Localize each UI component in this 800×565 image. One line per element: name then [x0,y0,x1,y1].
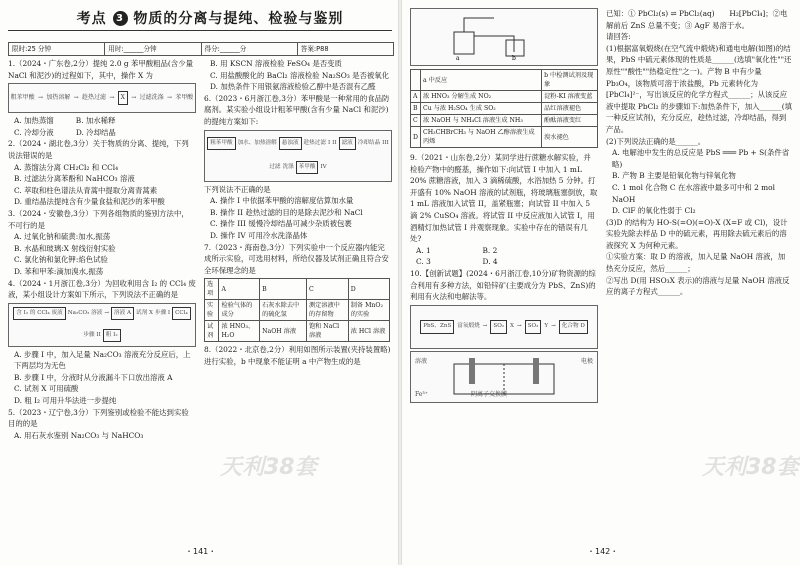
left-column-2 [204,58,392,368]
right-page [402,0,800,565]
option: A. 1 B. 2 [416,245,498,255]
title-number-badge: 3 [113,11,128,26]
apparatus-icon [444,12,564,62]
table-cell: B [260,279,307,300]
table-cell: C [306,279,348,300]
flow-node: 化合物 D [559,320,588,334]
table-cell: 浓 HNO₃、H₂O [219,321,260,342]
option: B. 步骤 I 中，分液时从分液漏斗下口放出溶液 A [14,372,173,382]
subquestion-3-1: ①实验方案：取 D 的溶液，加入足量 NaOH 溶液，加热充分反应，然后______； [606,252,786,274]
table-cell: D [411,127,421,148]
table-cell: CH₃CHBrCH₃ 与 NaOH 乙醇溶液生成丙烯 [420,127,541,148]
option: C. 用盐酸酸化的 BaCl₂ 溶液检验 Na₂SO₃ 是否被氧化 [210,70,390,80]
table-row [205,279,390,300]
question-4: 4.（2024・1月浙江卷,3分）为回收利用含 I₂ 的 CCl₄ 废液，某小组设计方案如下所示，下列说法不正确的是 [8,278,196,300]
table-row [205,321,390,342]
option: C. 冷却分液 D. 冷却结晶 [14,127,116,137]
flow-node: 步骤 I [154,309,171,316]
flow-node: 粗 I₂ [103,329,121,343]
option: B. 过滤法分离苯酚和 NaHCO₃ 溶液 [14,174,135,184]
flow-node: 步骤 II [83,331,101,338]
subquestion-2: (2)下列说法正确的是______。 [606,136,706,146]
flow-node: 过滤洗涤 [139,94,164,102]
flow-node: 粗苯甲酸 [10,94,35,102]
table-cell: B [411,103,421,115]
question-6: 6.（2023・6月浙江卷,3分）苯甲酸是一种常用的食品防腐剂。某实验小组设计粗苯甲酸(含有少量 NaCl 和泥沙)的提纯方案如下: [204,93,390,126]
option: C. 3 D. 4 [416,257,498,267]
flow-node: 趁热过滤 [82,94,107,102]
flow-step: II [332,139,337,146]
table-cell: 选项 [205,279,219,300]
page-title [60,8,360,28]
time-limit: 限时:25 分钟 [9,43,105,55]
right-column-2 [606,8,792,298]
option: B. 用 KSCN 溶液检验 FeSO₄ 是否变质 [210,59,342,68]
flow-node: X [510,322,515,329]
option: C. 氯化钠和氯化钾:焰色试验 [14,255,108,265]
question-7: 7.（2023・海南卷,3分）下列实验中一个反应器内能完成所示实验，可选用材料，所给仪器及试剂正确且符合安全环保理念的是 [204,242,389,275]
page-number: ・142・ [587,547,619,556]
table-row [411,70,598,91]
option: B. 产物 B 主要是铅氧化物与锌氧化物 [612,171,736,181]
flow-node: Na₂CO₃ 溶液 [67,309,103,316]
flow-node: 含 I₂ 的 CCl₄ 废液 [13,307,66,321]
option: C. 操作 III 缓慢冷却结晶可减少杂质被包裹 [210,219,352,229]
flow-node: SO₂ [490,320,507,334]
option: D. 苯和甲苯:滴加溴水,振荡 [14,266,104,276]
question-2: 2.（2024・湖北卷,3分）关于物质的分离、提纯，下列说法错误的是 [8,139,189,160]
table-cell: 制备 MnO₂ 的实验 [348,300,389,321]
table-cell: 溴水褪色 [542,127,598,148]
score: 得分:______分 [202,43,298,55]
table-cell: NaOH 溶液 [260,321,307,342]
info-bar [8,42,394,56]
table-cell: 试剂 [205,321,219,342]
flow-node: 试剂 X [136,309,153,316]
title-main: 物质的分离与提纯、检验与鉴别 [133,11,344,27]
flow-node-x: X [118,91,128,105]
electrolysis-label-membrane: 阴离子交换膜 [471,391,508,399]
option: B. 水晶和玻璃:X 射线衍射实验 [14,243,116,253]
flow-node: 洗涤 [282,163,294,170]
svg-text:b: b [512,55,516,62]
table-cell: 测定溶液中的存留物 [306,300,348,321]
flow-diagram-q1: 粗苯甲酸 → 加热溶解 → 趁热过滤 → X → 过滤洗涤 → 苯甲酸 [8,83,196,113]
subquestion-3: (3)D 的结构为 HO-S(=O)(=O)-X (X=F 或 Cl)，设计实验先除去样品 D 中的硫元素，再用除去硫元素后的溶液探究 X 为何种元素。 [606,217,788,250]
table-cell: 浓 HNO₃ 分解生成 NO₂ [420,91,541,103]
flow-node: PbS、ZnS [420,320,454,334]
table-cell: A [411,91,421,103]
subquestion-1: (1)根据富氧煅烧(在空气流中煅烧)和通电电解(如图)的结果，PbS 中硫元素体现的性质是______(选填"氧化性""还原性""酸性""热稳定性"之一)。产物 B 中有少量 Pb₃O₄，该物质可溶于浓盐酸，Pb 元素转化为[PbCl₄]²⁻，写出该反应的化学方程式______；从该反应液中提取 PbCl₂ 的步骤如下:加热条件下，加入______(填一种反应试剂)，充分反应，趁热过滤，冷却结晶，得到产品。 [606,43,792,134]
time-used: 用时:______分钟 [105,43,201,55]
flow-step: I [327,139,331,146]
option: A. 电解池中发生的总反应是 PbS ═══ Pb + S(条件省略) [612,148,790,169]
flow-diagram-q6 [204,130,392,182]
given-info: 已知：① PbCl₂(s) ⇌ PbCl₂(aq) H₂[PbCl₄]；②电解前后 ZnS 总量不变；③ AgF 易溶于水。 [606,9,788,30]
flow-node: 滤液 [339,137,356,151]
option: A. 用石灰水鉴别 Na₂CO₃ 与 NaHCO₃ [14,430,144,440]
electrolysis-label-solution: 溶液 [415,357,428,365]
flow-node: 过滤 [269,163,281,170]
question-3: 3.（2024・安徽卷,3分）下列各组物质的鉴别方法中，不可行的是 [8,208,189,230]
right-column-1 [410,8,598,405]
table-cell: 饱和 NaCl 溶液 [306,321,348,342]
table-header: b 中检测试剂及现象 [542,70,598,91]
table-cell: 石灰水除去中的硫化氢 [260,300,307,321]
electrolysis-diagram [410,351,598,403]
question-9: 9.（2021・山东卷,2分）某同学进行蔗糖水解实验，并检验产物中的醛基，操作如下:向试管 I 中加入 1 mL 20% 蔗糖溶液，加入 3 滴稀硫酸，水浴加热 5 分钟。打开盛有 10% NaOH 溶液的试剂瓶，将玻璃瓶塞倒放，取 1 mL 溶液加入试管 II，盖紧瓶塞；向试管 II 中加入 5 滴 2% CuSO₄ 溶液。将试管 II 中反应液加入试管 I，用酒精灯加热试管 I 并观察现象。实验中存在的错误有几处? [410,153,598,244]
option: C. 1 mol 化合物 C 在水溶液中最多可中和 2 mol NaOH [612,182,775,204]
table-q8 [410,69,598,148]
question-8: 8.（2022・北京卷,2分）利用如图所示装置(夹持装置略)进行实验，b 中现象不能证明 a 中产物生成的是 [204,345,391,366]
flow-node: 粗苯甲酸 [207,137,235,151]
table-cell: A [219,279,260,300]
watermark-logo: 天利38套 [220,455,317,480]
option: D. ClF 的氧化性弱于 Cl₂ [612,206,696,216]
table-cell: 淀粉-KI 溶液变蓝 [542,91,598,103]
electrolysis-label-electrode: 电极 [580,357,593,365]
table-row [411,127,598,148]
watermark-logo: 天利38套 [702,455,799,480]
flow-node: 加水、加热溶解 [237,139,277,146]
table-row [205,300,390,321]
option: C. 萃取和柱色谱法从青蒿中提取分离青蒿素 [14,185,158,195]
flow-node: CCl₄ [172,307,191,321]
title-rule [8,30,392,31]
table-cell: 实验 [205,300,219,321]
option: D. 粗 I₂ 可用升华法进一步提纯 [14,396,117,406]
table-cell: 浓 HCl 溶液 [348,321,389,342]
option: D. 加热条件下用银氨溶液检验乙醇中是否混有乙醛 [210,82,376,92]
table-cell: 酚酞溶液变红 [542,115,598,127]
question-6-stem: 下列说法不正确的是 [204,184,271,194]
flow-node: 悬浊液 [279,137,302,151]
table-cell: D [348,279,389,300]
option: D. 重结晶法提纯含有少量食盐和泥沙的苯甲酸 [14,197,165,207]
flow-diagram-q10: PbS、ZnS 富氧煅烧 → SO₂ X → SO₃ Y → 化合物 D [410,305,598,349]
question-10: 10.【创新试题】(2024・6月浙江卷,10分)矿物资源的综合利用有多种方法，如铅锌矿(主要成分为 PbS、ZnS)的利用有火法和电解法等。 [410,268,596,302]
electrolysis-label-ion: Fe³⁺ [415,391,428,399]
table-row [411,103,598,115]
table-cell: C [411,115,421,127]
flow-diagram-q4: 含 I₂ 的 CCl₄ 废液 Na₂CO₃ 溶液 → 溶液 A 试剂 X 步骤 I CCl₄ 步骤 II 粗 I₂ [8,303,196,347]
table-cell: 检验气体的成分 [219,300,260,321]
table-cell: Cu 与浓 H₂SO₄ 生成 SO₂ [420,103,541,115]
svg-text:a: a [456,55,460,62]
option: A. 过氧化钠和硫黄:加水,振荡 [14,232,111,242]
apparatus-diagram-q8 [410,8,598,66]
table-cell: 品红溶液褪色 [542,103,598,115]
table-row [411,91,598,103]
table-header: a 中反应 [420,70,541,91]
question-5: 5.（2023・辽宁卷,3分）下列鉴别或检验不能达到实验目的的是 [8,407,189,429]
flow-node: 富氧煅烧 [457,322,480,329]
option: D. 操作 IV 可用冷水洗涤晶体 [210,230,308,240]
table-q7 [204,278,390,342]
option: A. 操作 I 中依据苯甲酸的溶解度估算加水量 [210,196,354,206]
option: C. 试剂 X 可用硫酸 [14,384,79,394]
option: A. 步骤 I 中，加入足量 Na₂CO₃ 溶液充分反应后，上下两层均为无色 [14,349,191,371]
left-column-1 [8,58,196,441]
flow-node: 冷却结晶 [357,139,381,146]
left-page [0,0,398,565]
flow-node: SO₃ [525,320,542,334]
table-cell: 浓 NaOH 与 NH₄Cl 溶液生成 NH₃ [420,115,541,127]
flow-node: 趁热过滤 [303,139,326,146]
flow-node: 加热溶解 [46,94,71,102]
question-1: 1.（2024・广东卷,2分）提纯 2.0 g 苯甲酸粗品(含少量 NaCl 和泥沙)的过程如下，其中，操作 X 为 [8,59,193,80]
flow-node: Y [544,322,549,329]
option: A. 加热蒸馏 B. 加水稀释 [14,116,116,126]
table-row [411,115,598,127]
answer-page: 答案:P88 [300,45,329,53]
page-number: ・141・ [185,547,217,556]
subquestion-3-2: ②写出 D(用 HSO₃X 表示)的溶液与足量 NaOH 溶液反应的离子方程式______。 [606,275,790,297]
please-answer: 请回答: [606,32,631,42]
flow-step: IV [320,163,327,170]
flow-step: III [382,139,389,146]
flow-node: 苯甲酸 [175,94,194,102]
title-prefix: 考点 [76,11,107,27]
option: A. 蒸馏法分离 CH₂Cl₂ 和 CCl₄ [14,162,119,172]
flow-node: 溶液 A [111,307,134,321]
flow-node: 苯甲酸 [296,161,319,175]
option: B. 操作 II 趁热过滤的目的是除去泥沙和 NaCl [210,207,363,217]
